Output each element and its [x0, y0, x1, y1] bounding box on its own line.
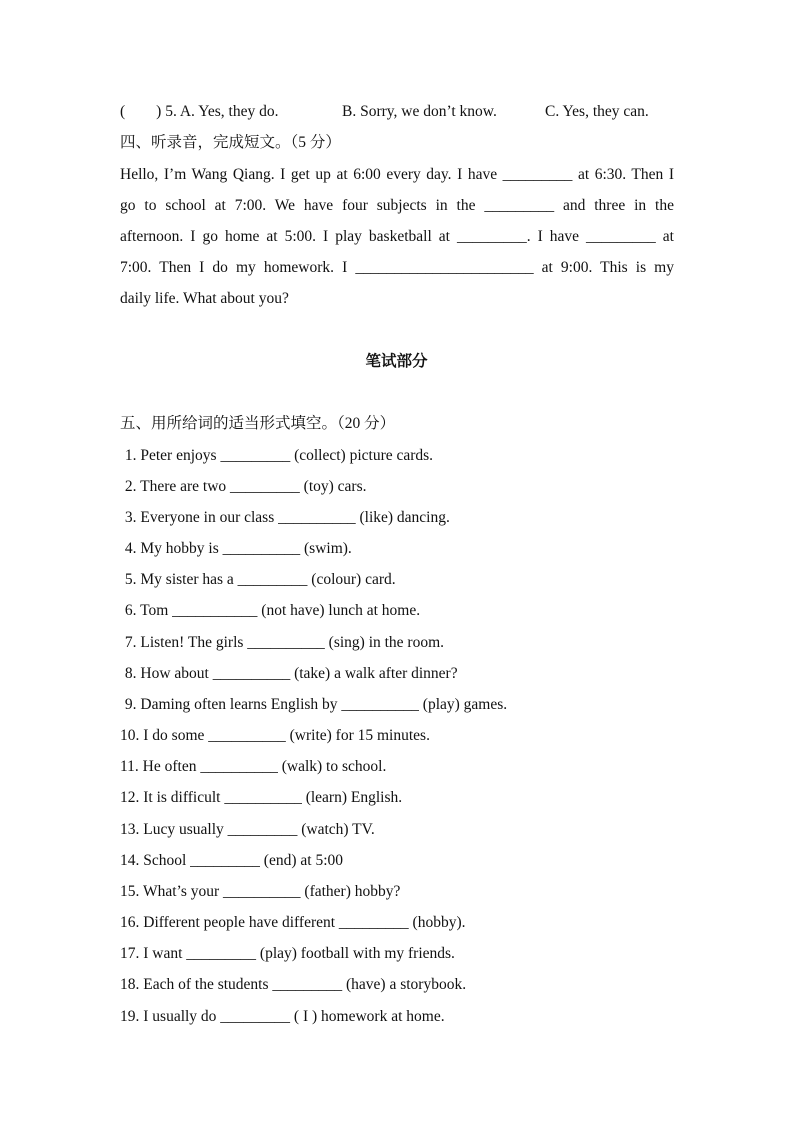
fill-in-item: 1. Peter enjoys _________ (collect) picture cards. — [121, 447, 434, 464]
passage-line: afternoon. I go home at 5:00. I play basketball at _________. I have _________ at — [120, 228, 674, 245]
passage-line: go to school at 7:00. We have four subjects in the _________ and three in the — [120, 197, 674, 214]
fill-in-item: 17. I want _________ (play) football with my friends. — [120, 945, 455, 962]
section-4-heading: 四、听录音，完成短文。（5 分） — [120, 134, 341, 151]
passage-line: 7:00. Then I do my homework. I _______________________ at 9:00. This is my — [120, 259, 674, 276]
fill-in-item: 19. I usually do _________ ( I ) homework at home. — [120, 1008, 445, 1025]
fill-in-item: 7. Listen! The girls __________ (sing) in the room. — [121, 634, 445, 651]
fill-in-item: 8. How about __________ (take) a walk after dinner? — [121, 665, 458, 682]
fill-in-item: 10. I do some __________ (write) for 15 minutes. — [120, 727, 430, 744]
question-5-option-c: C. Yes, they can. — [545, 103, 649, 120]
fill-in-item: 18. Each of the students _________ (have) a storybook. — [120, 976, 467, 993]
fill-in-item: 4. My hobby is __________ (swim). — [121, 540, 352, 557]
fill-in-item: 13. Lucy usually _________ (watch) TV. — [120, 821, 375, 838]
fill-in-item: 16. Different people have different _________ (hobby). — [120, 914, 466, 931]
question-5-option-b: B. Sorry, we don’t know. — [342, 103, 497, 120]
fill-in-item: 14. School _________ (end) at 5:00 — [120, 852, 344, 869]
fill-in-item: 11. He often __________ (walk) to school. — [120, 758, 387, 775]
fill-in-item: 6. Tom ___________ (not have) lunch at home. — [121, 602, 421, 619]
written-part-title: 笔试部分 — [365, 353, 428, 370]
question-5-option-a: ( ) 5. A. Yes, they do. — [120, 103, 279, 120]
fill-in-item: 3. Everyone in our class __________ (like) dancing. — [121, 509, 450, 526]
fill-in-item: 12. It is difficult __________ (learn) English. — [120, 789, 403, 806]
fill-in-item: 2. There are two _________ (toy) cars. — [121, 478, 367, 495]
fill-in-item: 15. What’s your __________ (father) hobby? — [120, 883, 401, 900]
passage-line: Hello, I’m Wang Qiang. I get up at 6:00 every day. I have _________ at 6:30. Then I — [120, 166, 674, 183]
fill-in-item: 5. My sister has a _________ (colour) card. — [121, 571, 396, 588]
fill-in-item: 9. Daming often learns English by __________ (play) games. — [121, 696, 508, 713]
passage-line: daily life. What about you? — [120, 290, 289, 307]
section-5-heading: 五、用所给词的适当形式填空。（20 分） — [120, 415, 396, 432]
